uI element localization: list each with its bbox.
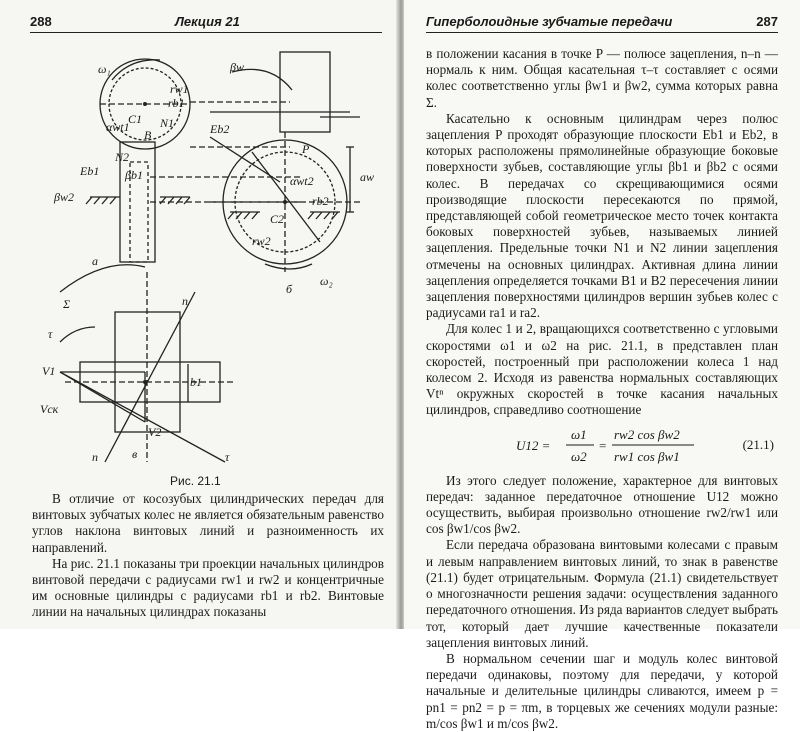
aw-label: aw <box>360 170 375 184</box>
rw1-label: rw1 <box>170 82 189 96</box>
beta-b1-label: βb1 <box>125 168 143 182</box>
beta-w-label: βw <box>230 60 244 74</box>
right-page <box>404 0 800 731</box>
right-paragraph-6: В нормальном сечении шаг и модуль колес винтовой передачи одинаковы, поэтому для передачи, у которой начальные и делительные цилиндры сливаются, имеем p = pn1 = pn2 = p = πm, в торцевых же сечениях модули разные: m/cos βw1 и m/cos βw2. <box>426 650 778 731</box>
b1-label: b1 <box>190 375 202 389</box>
formula-21-1 <box>426 423 778 469</box>
n-label-top: n <box>182 294 188 308</box>
v2-label: V2 <box>148 425 162 439</box>
figure-21-1 <box>20 42 380 472</box>
formula-frac2-num: rw2 cos βw2 <box>614 426 680 442</box>
right-body-text <box>426 46 778 732</box>
omega2-label: ω₂ <box>320 274 333 288</box>
svg-text:=: = <box>599 437 607 453</box>
vck-label: Vск <box>40 402 59 416</box>
formula-drawing <box>426 423 778 469</box>
formula-frac2-den: rw1 cos βw1 <box>614 448 680 464</box>
rb2-label: rb2 <box>312 194 329 208</box>
right-chapter-title: Гиперболоидные зубчатые передачи <box>426 14 673 29</box>
eb1-label: Eb1 <box>80 164 100 178</box>
left-paragraph-1: В отличие от косозубых цилиндрических передач для винтовых зубчатых колес не является обязательным равенство углов наклона винтовых линий и разноименность их направлений. <box>32 491 384 555</box>
n-label-bottom: n <box>92 450 98 464</box>
alpha-wt2-label: αwt2 <box>290 174 314 188</box>
beta-w2-label: βw2 <box>54 190 74 204</box>
view-a-label: а <box>92 254 98 268</box>
formula-frac1-den: ω2 <box>571 448 587 464</box>
tau-label-top: τ <box>48 327 53 341</box>
point-c2-label: C2 <box>270 212 285 226</box>
point-c1-label: C1 <box>128 112 143 126</box>
left-chapter-title: Лекция 21 <box>175 14 240 29</box>
right-paragraph-2: Касательно к основным цилиндрам через полюс зацепления P проходят образующие плоскости Eb1 и Eb2, в которых расположены прямолинейные образующие боковые поверхности зубьев, составляющие углы βb1 и βb2 с осями колес. В передачах со скрещивающимися осями производящие плоскости пересекаются по прямой, представляющей собой геометрическое место точек контакта боковых поверхностей зубьев, называемых линией зацепления. Предельные точки N1 и N2 линии зацепления отмечены на основных цилиндрах. Активная длина линии зацепления определяется точками B1 и B2 пересечения линии зацепления поверхностями цилиндров вершин зубьев колес с радиусами ra1 и ra2. <box>426 110 778 321</box>
point-b-label: B <box>144 128 152 142</box>
right-running-head <box>426 14 778 33</box>
eb2-label: Eb2 <box>210 122 230 136</box>
tau-label-bottom: τ <box>225 450 230 464</box>
formula-frac1-num: ω1 <box>571 426 587 442</box>
right-paragraph-1: в положении касания в точке P — полюсе зацепления, n–n — нормаль к ним. Общая касательная τ–τ составляет с осями колес соответственно углы βw1 и βw2, сумма которых равна Σ. <box>426 46 778 110</box>
left-paragraph-2: На рис. 21.1 показаны три проекции начальных цилиндров винтовой передачи с радиусами rw1 и rw2 и концентричные им основные цилиндры с радиусами rb1 и rb2. Винтовые линии на начальных цилиндрах показаны <box>32 555 384 620</box>
v1-label: V1 <box>42 364 56 378</box>
view-b-label: б <box>286 282 293 296</box>
point-n1-label: N1 <box>160 116 175 130</box>
left-page <box>0 0 398 629</box>
left-body-text <box>32 491 384 621</box>
point-p-label: P <box>302 142 310 156</box>
right-paragraph-3: Для колес 1 и 2, вращающихся соответственно с угловыми скоростями ω1 и ω2 на рис. 21.1, в представлен план скоростей, построенный при расположении колеса 1 над колесом 2. Исходя из равенства нормальных составляющих Vtⁿ окружных скоростей в точке касания начальных цилиндров, справедливо соотношение <box>426 321 778 418</box>
right-paragraph-5: Если передача образована винтовыми колесами с правым и левым направлением винтовых линий, то знак в равенстве (21.1) будет отрицательным. Формула (21.1) свидетельствует о многозначности решения задачи: осуществления заданного передаточного отношения. Из ряда вариантов следует выбрать тот, который дает лучшие качественные показатели зацепления винтовых линий. <box>426 537 778 650</box>
sigma-label: Σ <box>63 297 71 311</box>
rb1-label: rb1 <box>168 96 185 110</box>
point-n2-label: N2 <box>115 150 130 164</box>
omega1-label: ω₁ <box>98 62 111 76</box>
rw2-label: rw2 <box>252 234 271 248</box>
left-running-head <box>30 14 382 33</box>
figure-drawing <box>20 42 380 472</box>
alpha-wt1-label: αwt1 <box>106 120 130 134</box>
figure-caption: Рис. 21.1 <box>170 474 221 488</box>
right-page-number: 287 <box>756 14 778 29</box>
right-paragraph-4: Из этого следует положение, характерное для винтовых передач: заданное передаточное отношение U12 можно осуществить, выбирая произвольно отношение rw2/rw1 или cos βw1/cos βw2. <box>426 472 778 537</box>
formula-number: (21.1) <box>742 436 774 452</box>
left-page-number: 288 <box>30 14 52 29</box>
formula-lhs: U12 = <box>516 437 551 453</box>
view-v-label: в <box>132 447 138 461</box>
